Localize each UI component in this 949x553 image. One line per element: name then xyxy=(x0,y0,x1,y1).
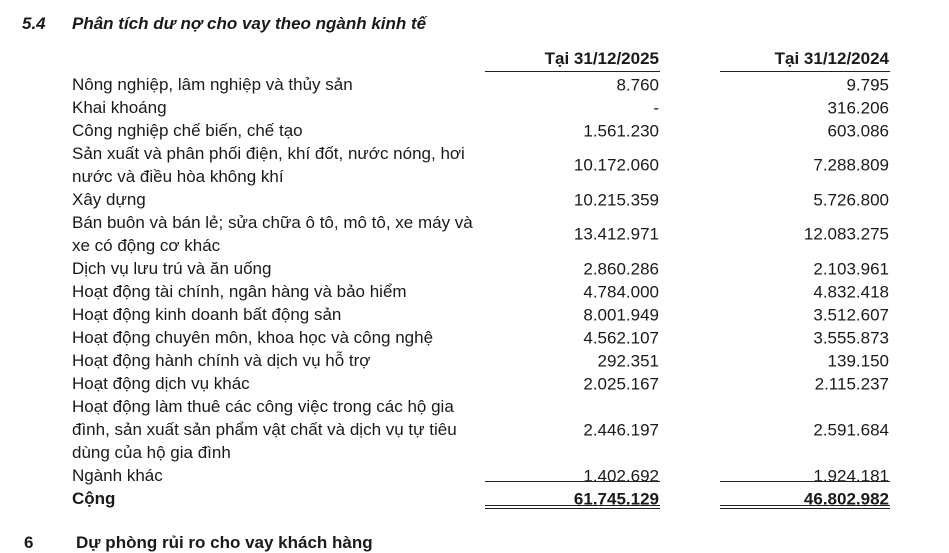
total-double-rule-2025-b xyxy=(485,508,660,509)
table-row xyxy=(0,142,949,188)
row-label: Hoạt động kinh doanh bất động sản xyxy=(72,305,342,324)
value-2025: 292.351 xyxy=(597,351,659,370)
value-2025: 4.562.107 xyxy=(583,328,659,347)
value-2025: 2.025.167 xyxy=(583,374,659,393)
total-double-rule-2024-a xyxy=(720,505,890,506)
row-label: Nông nghiệp, lâm nghiệp và thủy sản xyxy=(72,75,353,94)
row-label: Xây dựng xyxy=(72,190,146,209)
header-underline-2024 xyxy=(720,71,890,72)
row-label: Hoạt động tài chính, ngân hàng và bảo hiểm xyxy=(72,282,407,301)
row-label: Hoạt động làm thuê các công việc trong các hộ gia đình, sản xuất sản phẩm vật chất và dịch vụ tự tiêu dùng của hộ gia đình xyxy=(72,397,457,462)
row-label: Hoạt động hành chính và dịch vụ hỗ trợ xyxy=(72,351,371,370)
total-row xyxy=(0,487,949,510)
row-label: Khai khoáng xyxy=(72,98,167,117)
loan-table xyxy=(0,73,949,510)
row-label: Sản xuất và phân phối điện, khí đốt, nước nóng, hơi nước và điều hòa không khí xyxy=(72,144,465,186)
table-row xyxy=(0,349,949,372)
value-2025: 13.412.971 xyxy=(573,224,659,244)
total-double-rule-2024-b xyxy=(720,508,890,509)
table-row xyxy=(0,326,949,349)
table-row xyxy=(0,96,949,119)
value-2024: 5.726.800 xyxy=(813,190,889,209)
table-row xyxy=(0,73,949,96)
total-2025: 61.745.129 xyxy=(573,489,659,508)
value-2024: 2.103.961 xyxy=(813,259,889,278)
row-label: Công nghiệp chế biến, chế tạo xyxy=(72,121,303,140)
subtotal-rule-2024 xyxy=(720,481,890,482)
table-row xyxy=(0,280,949,303)
row-label: Ngành khác xyxy=(72,466,163,485)
row-label: Dịch vụ lưu trú và ăn uống xyxy=(72,259,272,278)
value-2024: 9.795 xyxy=(846,75,889,94)
value-2025: 8.760 xyxy=(616,75,659,94)
next-section-number: 6 xyxy=(24,533,34,552)
value-2024: 2.115.237 xyxy=(814,374,889,393)
value-2024: 139.150 xyxy=(827,351,889,370)
table-row xyxy=(0,464,949,487)
value-2025: 8.001.949 xyxy=(583,305,659,324)
subtotal-rule-2025 xyxy=(485,481,660,482)
value-2025: 2.446.197 xyxy=(583,420,659,439)
value-2024: 2.591.684 xyxy=(813,420,889,439)
total-2024: 46.802.982 xyxy=(803,489,889,508)
table-row xyxy=(0,257,949,280)
value-2025: 10.215.359 xyxy=(573,190,659,209)
value-2024: 3.555.873 xyxy=(813,328,889,347)
section-number: 5.4 xyxy=(22,14,46,33)
table-row xyxy=(0,303,949,326)
value-2025: 1.561.230 xyxy=(583,121,659,140)
value-2024: 1.924.181 xyxy=(813,466,889,485)
total-label: Cộng xyxy=(72,489,116,508)
value-2025: 4.784.000 xyxy=(583,282,659,301)
column-header-2024: Tại 31/12/2024 xyxy=(774,49,889,68)
section-title: Phân tích dư nợ cho vay theo ngành kinh tế xyxy=(72,14,427,33)
next-section-title: Dự phòng rủi ro cho vay khách hàng xyxy=(76,533,373,552)
table-row xyxy=(0,372,949,395)
row-label: Bán buôn và bán lẻ; sửa chữa ô tô, mô tô, xe máy và xe có động cơ khác xyxy=(72,213,473,255)
row-label: Hoạt động chuyên môn, khoa học và công nghệ xyxy=(72,328,434,347)
value-2025: - xyxy=(653,98,659,117)
value-2024: 12.083.275 xyxy=(803,224,889,244)
value-2024: 4.832.418 xyxy=(813,282,889,301)
value-2024: 603.086 xyxy=(827,121,889,140)
value-2024: 3.512.607 xyxy=(813,305,889,324)
header-underline-2025 xyxy=(485,71,660,72)
row-label: Hoạt động dịch vụ khác xyxy=(72,374,250,393)
table-row xyxy=(0,211,949,257)
value-2024: 7.288.809 xyxy=(813,155,889,175)
table-row xyxy=(0,119,949,142)
table-row xyxy=(0,188,949,211)
value-2025: 10.172.060 xyxy=(573,155,659,175)
value-2024: 316.206 xyxy=(827,98,889,117)
value-2025: 2.860.286 xyxy=(583,259,659,278)
table-row xyxy=(0,395,949,464)
value-2025: 1.402.692 xyxy=(583,466,659,485)
total-double-rule-2025-a xyxy=(485,505,660,506)
column-header-2025: Tại 31/12/2025 xyxy=(544,49,659,68)
